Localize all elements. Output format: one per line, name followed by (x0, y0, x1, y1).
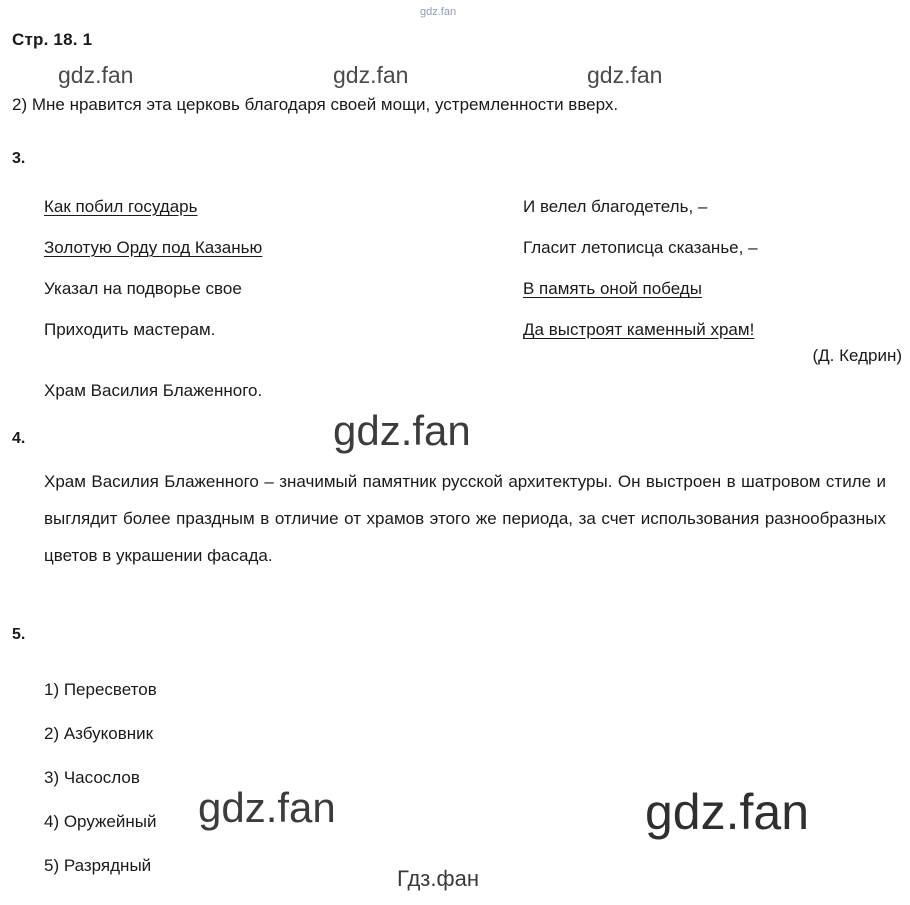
watermark-footer: Гдз.фан (397, 866, 479, 891)
watermark-row-a1: gdz.fan (58, 62, 134, 88)
poem-line: Указал на подворье свое (44, 279, 242, 298)
list-item: 5) Разрядный (44, 856, 152, 875)
page-number-suffix: 1 (82, 30, 93, 49)
poem-column-left (44, 186, 262, 350)
watermark-lower-right: gdz.fan (645, 784, 810, 840)
poem-line: Да выстроят каменный храм! (523, 320, 755, 339)
answer-number-5: 5. (12, 626, 26, 643)
list-item: 2) Азбуковник (44, 724, 154, 743)
answer-number-4: 4. (12, 430, 26, 447)
poem-line: В память оной победы (523, 279, 702, 298)
answer-item-2: 2) Мне нравится эта церковь благодаря своей мощи, устремленности вверх. (12, 95, 619, 114)
watermark-center: gdz.fan (333, 407, 471, 454)
answer-item-5-list (44, 668, 157, 888)
poem-line: Как побил государь (44, 197, 198, 216)
list-item: 3) Часослов (44, 768, 140, 787)
page-title (12, 30, 92, 50)
answer-item-3-caption: Храм Василия Блаженного. (44, 381, 263, 400)
poem-line: Приходить мастерам. (44, 320, 216, 339)
answer-item-4: Храм Василия Блаженного – значимый памятник русской архитектуры. Он выстроен в шатровом стиле и выглядит более праздным в отличие от храмов этого же периода, за счет использования разнообразных цветов в украшении фасада. (44, 472, 886, 565)
watermark-top: gdz.fan (420, 6, 457, 18)
poem-line: Гласит летописца сказанье, – (523, 238, 758, 257)
page-number-label: Стр. 18. (12, 30, 78, 49)
list-item: 4) Оружейный (44, 812, 157, 831)
watermark-lower-left: gdz.fan (198, 784, 336, 831)
poem-author: (Д. Кедрин) (812, 346, 902, 365)
poem-column-right (523, 186, 758, 350)
poem-line: И велел благодетель, – (523, 197, 708, 216)
watermark-row-a2: gdz.fan (333, 62, 409, 88)
watermark-row-a3: gdz.fan (587, 62, 663, 88)
answer-number-3: 3. (12, 150, 26, 167)
list-item: 1) Пересветов (44, 680, 157, 699)
poem-line: Золотую Орду под Казанью (44, 238, 263, 257)
